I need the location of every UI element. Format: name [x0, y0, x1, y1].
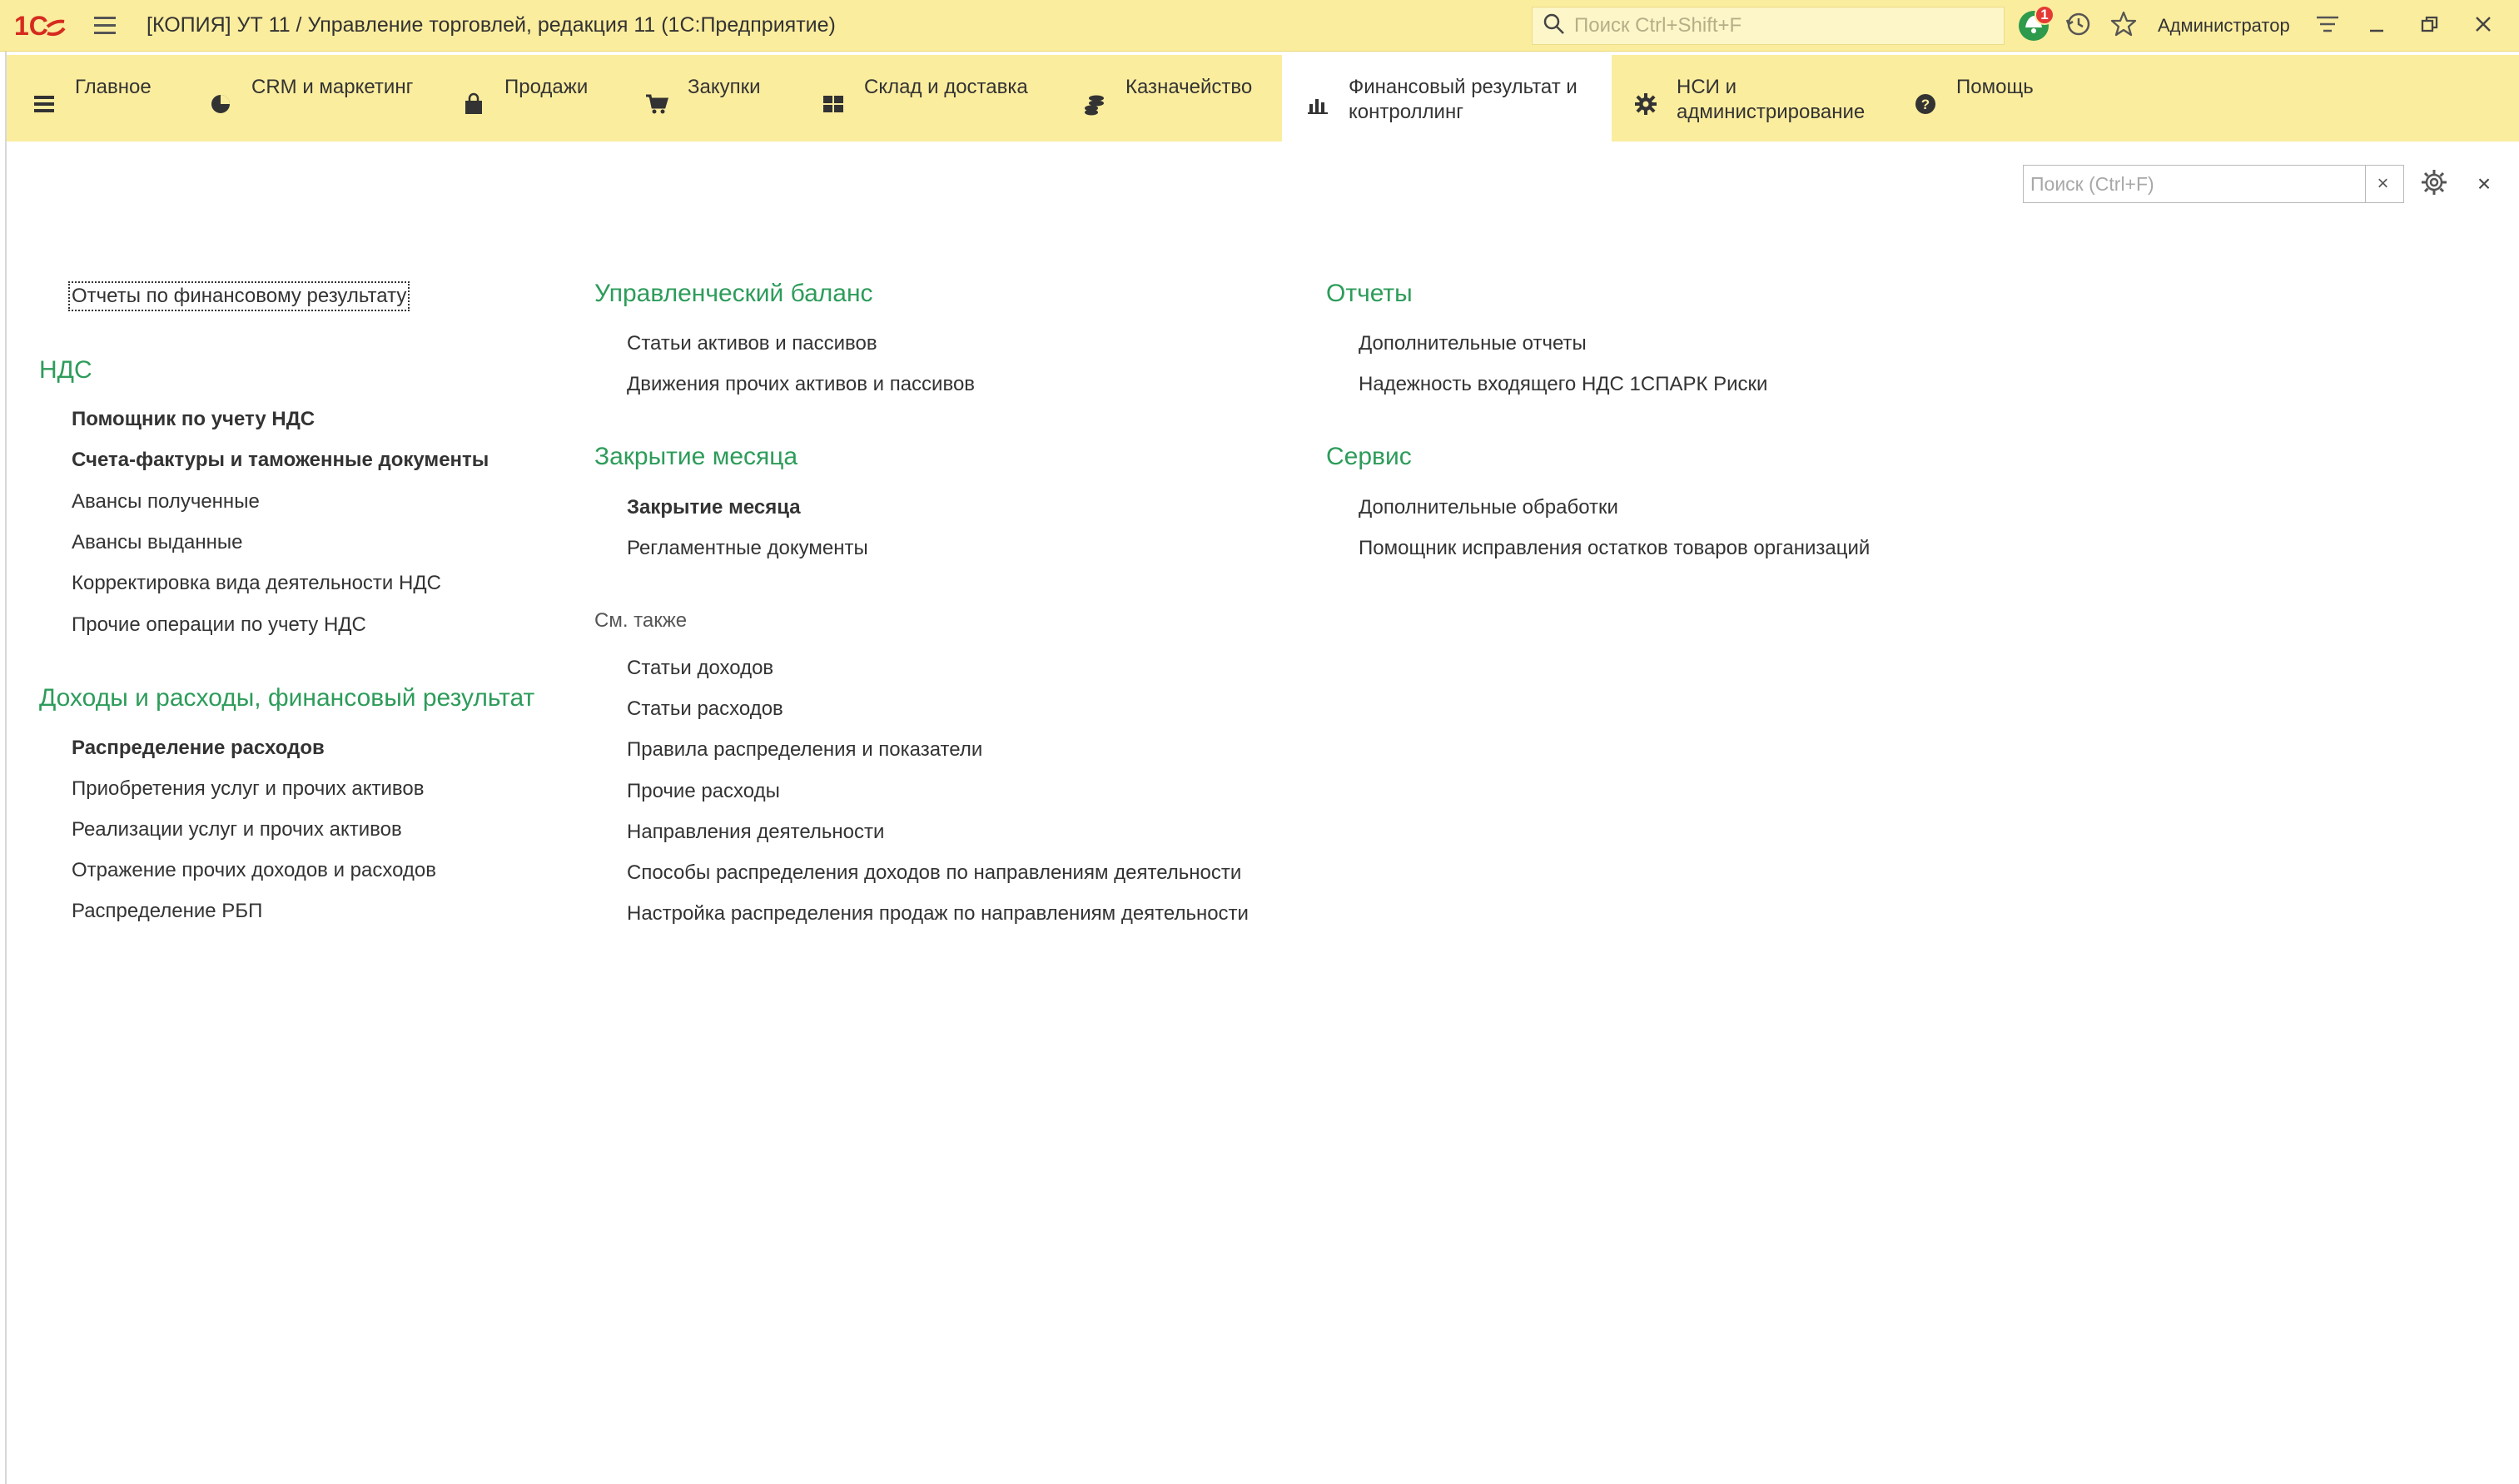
section-label: Закупки: [688, 76, 761, 98]
group-title-reports: Отчеты: [1326, 280, 1413, 307]
link-business-directions[interactable]: Направления деятельности: [627, 821, 885, 843]
link-stock-correction-assistant[interactable]: Помощник исправления остатков товаров организаций: [1359, 537, 1871, 559]
history-icon: [2064, 10, 2093, 42]
section-treasury[interactable]: [1069, 55, 1282, 141]
warehouse-icon: [819, 90, 847, 118]
link-vat-activity-correction[interactable]: Корректировка вида деятельности НДС: [72, 572, 441, 594]
link-vat-reliability-spark[interactable]: Надежность входящего НДС 1СПАРК Риски: [1359, 373, 1768, 395]
gear-icon: [1632, 90, 1660, 118]
close-icon: [2473, 14, 2493, 38]
link-other-vat-operations[interactable]: Прочие операции по учету НДС: [72, 613, 366, 636]
section-label: Главное: [75, 76, 152, 98]
link-expense-distribution[interactable]: Распределение расходов: [72, 737, 325, 759]
main-menu-button[interactable]: [88, 9, 122, 42]
link-asset-liability-items[interactable]: Статьи активов и пассивов: [627, 332, 877, 355]
restore-icon: [2420, 14, 2440, 38]
close-panel-button[interactable]: ×: [2477, 171, 2492, 196]
link-sales-distribution-settings[interactable]: Настройка распределения продаж по направлениям деятельности: [627, 902, 1249, 925]
content-search-input[interactable]: [2024, 167, 2365, 201]
link-financial-result-reports[interactable]: Отчеты по финансовому результату: [72, 285, 407, 307]
see-also-title: См. также: [594, 609, 688, 632]
group-title-income-expenses: Доходы и расходы, финансовый результат: [39, 684, 535, 712]
global-search-input[interactable]: [1574, 14, 1974, 37]
section-sales[interactable]: [443, 55, 626, 141]
section-purchases[interactable]: [626, 55, 806, 141]
svg-text:1С: 1С: [14, 11, 48, 40]
section-label: Продажи: [504, 76, 589, 98]
pie-chart-icon: [206, 90, 235, 118]
section-label: Склад и доставка: [864, 76, 1028, 98]
link-income-items[interactable]: Статьи доходов: [627, 657, 774, 679]
star-icon: [2109, 10, 2138, 42]
gear-icon: [2420, 168, 2448, 201]
favorites-button[interactable]: [2101, 3, 2146, 48]
minimize-button[interactable]: [2350, 0, 2403, 52]
link-other-asset-movements[interactable]: Движения прочих активов и пассивов: [627, 373, 976, 395]
link-month-closing[interactable]: Закрытие месяца: [627, 496, 801, 519]
help-icon: [1911, 90, 1940, 118]
filter-lines-icon: [2313, 10, 2342, 42]
panel-settings-button[interactable]: [2414, 165, 2454, 203]
section-label: НСИ и администрирование: [1677, 76, 1866, 123]
link-vat-assistant[interactable]: Помощник по учету НДС: [72, 408, 315, 430]
section-admin[interactable]: [1612, 55, 1898, 141]
sections-panel: [7, 55, 2519, 141]
global-search-box[interactable]: [1532, 7, 2005, 45]
link-service-acquisitions[interactable]: Приобретения услуг и прочих активов: [72, 777, 425, 800]
link-other-income-expenses[interactable]: Отражение прочих доходов и расходов: [72, 859, 436, 881]
history-button[interactable]: [2056, 3, 2101, 48]
menu-icon: [30, 90, 58, 118]
section-crm[interactable]: [178, 55, 443, 141]
link-invoices-customs[interactable]: Счета-фактуры и таможенные документы: [72, 449, 489, 471]
section-main[interactable]: [7, 55, 178, 141]
shopping-bag-icon: [460, 90, 488, 118]
group-title-vat: НДС: [39, 356, 92, 384]
link-other-expenses[interactable]: Прочие расходы: [627, 780, 780, 802]
link-expense-items[interactable]: Статьи расходов: [627, 697, 783, 720]
group-title-management-balance: Управленческий баланс: [594, 280, 873, 307]
link-distribution-rules[interactable]: Правила распределения и показатели: [627, 738, 983, 761]
close-window-button[interactable]: [2457, 0, 2510, 52]
settings-menu-button[interactable]: [2305, 3, 2350, 48]
link-additional-reports[interactable]: Дополнительные отчеты: [1359, 332, 1587, 355]
current-user-label[interactable]: Администратор: [2158, 15, 2290, 36]
section-help[interactable]: [1898, 55, 2064, 141]
link-deferred-expenses-distribution[interactable]: Распределение РБП: [72, 900, 263, 922]
search-icon: [1543, 12, 1566, 40]
section-financial-result[interactable]: [1282, 55, 1612, 141]
section-label: Помощь: [1956, 76, 2034, 98]
section-label: Финансовый результат и контроллинг: [1349, 76, 1577, 123]
link-regulatory-documents[interactable]: Регламентные документы: [627, 537, 868, 559]
notifications-count-badge: 1: [2035, 5, 2054, 25]
section-label: CRM и маркетинг: [251, 76, 414, 98]
left-window-border: [0, 52, 7, 1484]
svg-text:?: ?: [1920, 97, 1930, 112]
window-title: [КОПИЯ] УТ 11 / Управление торговлей, редакция 11 (1С:Предприятие): [147, 13, 836, 37]
link-service-sales[interactable]: Реализации услуг и прочих активов: [72, 818, 402, 841]
bar-chart-icon: [1304, 90, 1332, 118]
section-label: Казначейство: [1125, 76, 1253, 98]
restore-button[interactable]: [2403, 0, 2457, 52]
minimize-icon: [2367, 14, 2387, 38]
group-title-service: Сервис: [1326, 443, 1412, 470]
title-bar: [0, 0, 2519, 52]
link-income-distribution-methods[interactable]: Способы распределения доходов по направлениям деятельности: [627, 861, 1242, 884]
section-warehouse[interactable]: [806, 55, 1069, 141]
group-title-month-closing: Закрытие месяца: [594, 443, 798, 470]
link-advances-received[interactable]: Авансы полученные: [72, 490, 260, 513]
coins-icon: [1081, 90, 1109, 118]
notifications-button[interactable]: [2011, 3, 2056, 48]
clear-search-button[interactable]: ×: [2365, 166, 2400, 202]
cart-icon: [643, 90, 671, 118]
content-search-box[interactable]: [2023, 165, 2404, 203]
link-advances-issued[interactable]: Авансы выданные: [72, 531, 243, 553]
link-additional-processing[interactable]: Дополнительные обработки: [1359, 496, 1618, 519]
title-bar-tools: [2011, 0, 2510, 52]
1c-logo-icon: [13, 9, 67, 42]
